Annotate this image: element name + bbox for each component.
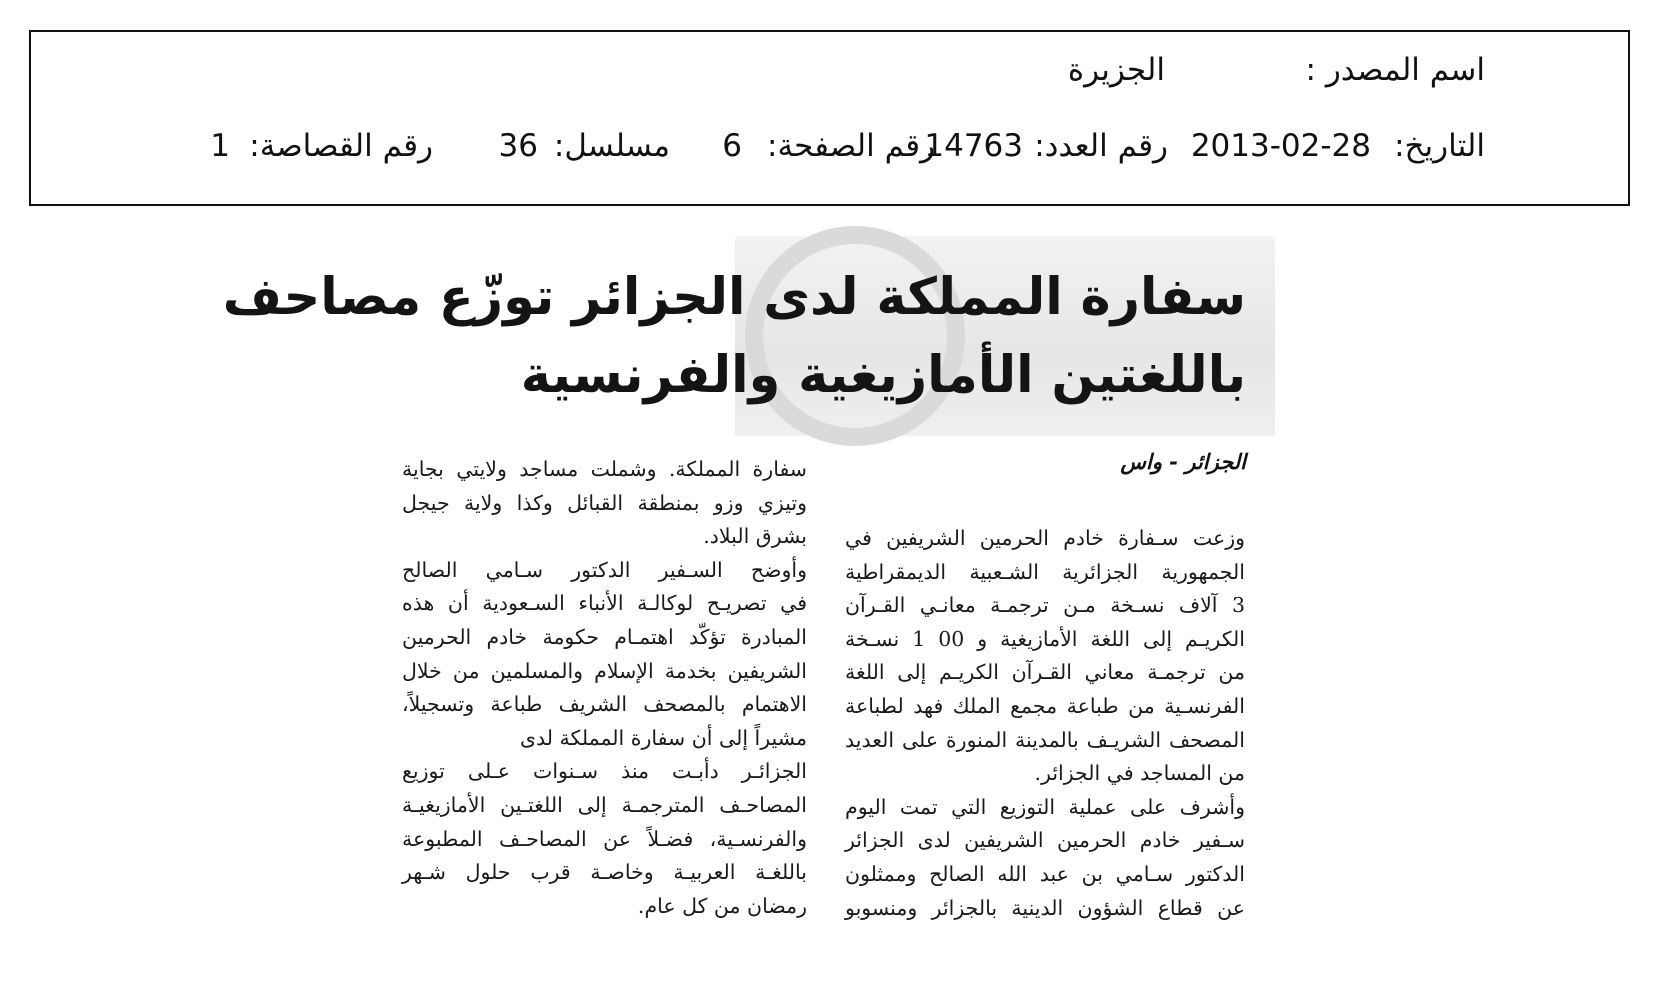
column-line: رمضان من كل عام. — [637, 893, 807, 918]
source-label: اسم المصدر : — [1305, 52, 1485, 88]
issue-label: رقم العدد: — [1034, 128, 1168, 164]
column-line: الجزائـر دأبـت منذ سـنوات عـلى توزيع — [402, 759, 807, 784]
serial-value: 36 — [498, 128, 538, 164]
column-line: عن قطاع الشؤون الدينية بالجزائر ومنسوبو — [845, 895, 1245, 920]
page-value: 6 — [722, 128, 742, 164]
column-line: وأوضح السـفير الدكتور سـامي الصالح — [402, 557, 807, 582]
issue-value: 14763 — [924, 128, 1023, 164]
column-line: من المساجد في الجزائر. — [1034, 761, 1245, 786]
column-line: مشيراً إلى أن سفارة المملكة لدى — [519, 725, 807, 750]
column-line: من ترجمـة معاني القـرآن الكريـم إلى اللغة — [845, 660, 1245, 685]
headline-line-1: سفارة المملكة لدى الجزائر توزّع مصاحف — [222, 268, 1246, 327]
column-line: الدكتور سـامي بن عبد الله الصالح وممثلون — [845, 861, 1245, 886]
column-line: وأشرف على عملية التوزيع التي تمت اليوم — [845, 794, 1245, 819]
source-value: الجزيرة — [1067, 52, 1165, 88]
date-label: التاريخ: — [1394, 128, 1485, 164]
column-line: والفرنسـية، فضـلاً عن المصاحـف المطبوعة — [402, 826, 807, 851]
article-column-right — [845, 522, 1245, 925]
column-line: المصاحـف المترجمـة إلى اللغتـين الأمازيغيـة — [402, 792, 807, 817]
column-line: الشريفين بخدمة الإسلام والمسلمين من خلال — [402, 658, 807, 683]
column-line: وزعت سـفارة خادم الحرمين الشريفين في — [845, 526, 1245, 550]
article-column-left — [402, 453, 807, 923]
column-line: المبادرة تؤكّد اهتمـام حكومة خادم الحرمين — [402, 624, 807, 649]
watermark-ring-shape — [745, 226, 965, 446]
column-line: الجمهورية الجزائرية الشـعبية الديمقراطية — [845, 559, 1245, 584]
column-line: سفارة المملكة. وشملت مساجد ولايتي بجاية — [402, 457, 807, 481]
headline-line-2: باللغتين الأمازيغية والفرنسية — [520, 346, 1246, 405]
column-line: في تصريـح لوكالـة الأنباء السـعودية أن هذه — [402, 591, 807, 616]
dateline: الجزائر - واس — [1120, 450, 1246, 474]
column-line: 3 آلاف نسـخة مـن ترجمـة معانـي القـرآن — [845, 593, 1245, 618]
column-line: الفرنسـية من طباعة مجمع الملك فهد لطباعة — [845, 693, 1245, 718]
serial-label: مسلسل: — [553, 128, 670, 164]
column-line: بشرق البلاد. — [703, 524, 807, 549]
column-line: الاهتمام بالمصحف الشريف طباعة وتسجيلاً، — [402, 692, 807, 717]
column-line: وتيزي وزو بمنطقة القبائل وكذا ولاية جيجل — [402, 490, 807, 515]
column-line: باللغـة العربيـة وخاصـة قرب حلول شـهر — [402, 860, 807, 885]
page-label: رقم الصفحة: — [767, 128, 935, 164]
column-line: الكريـم إلى اللغة الأمازيغية و 00 1 نسـخة — [845, 626, 1245, 651]
clip-label: رقم القصاصة: — [249, 128, 433, 164]
date-value: 2013-02-28 — [1190, 128, 1371, 164]
column-line: المصحف الشريـف بالمدينة المنورة على العديد — [845, 727, 1245, 752]
column-line: سـفير خادم الحرمين الشريفين لدى الجزائر — [845, 828, 1245, 853]
clip-value: 1 — [210, 128, 230, 164]
